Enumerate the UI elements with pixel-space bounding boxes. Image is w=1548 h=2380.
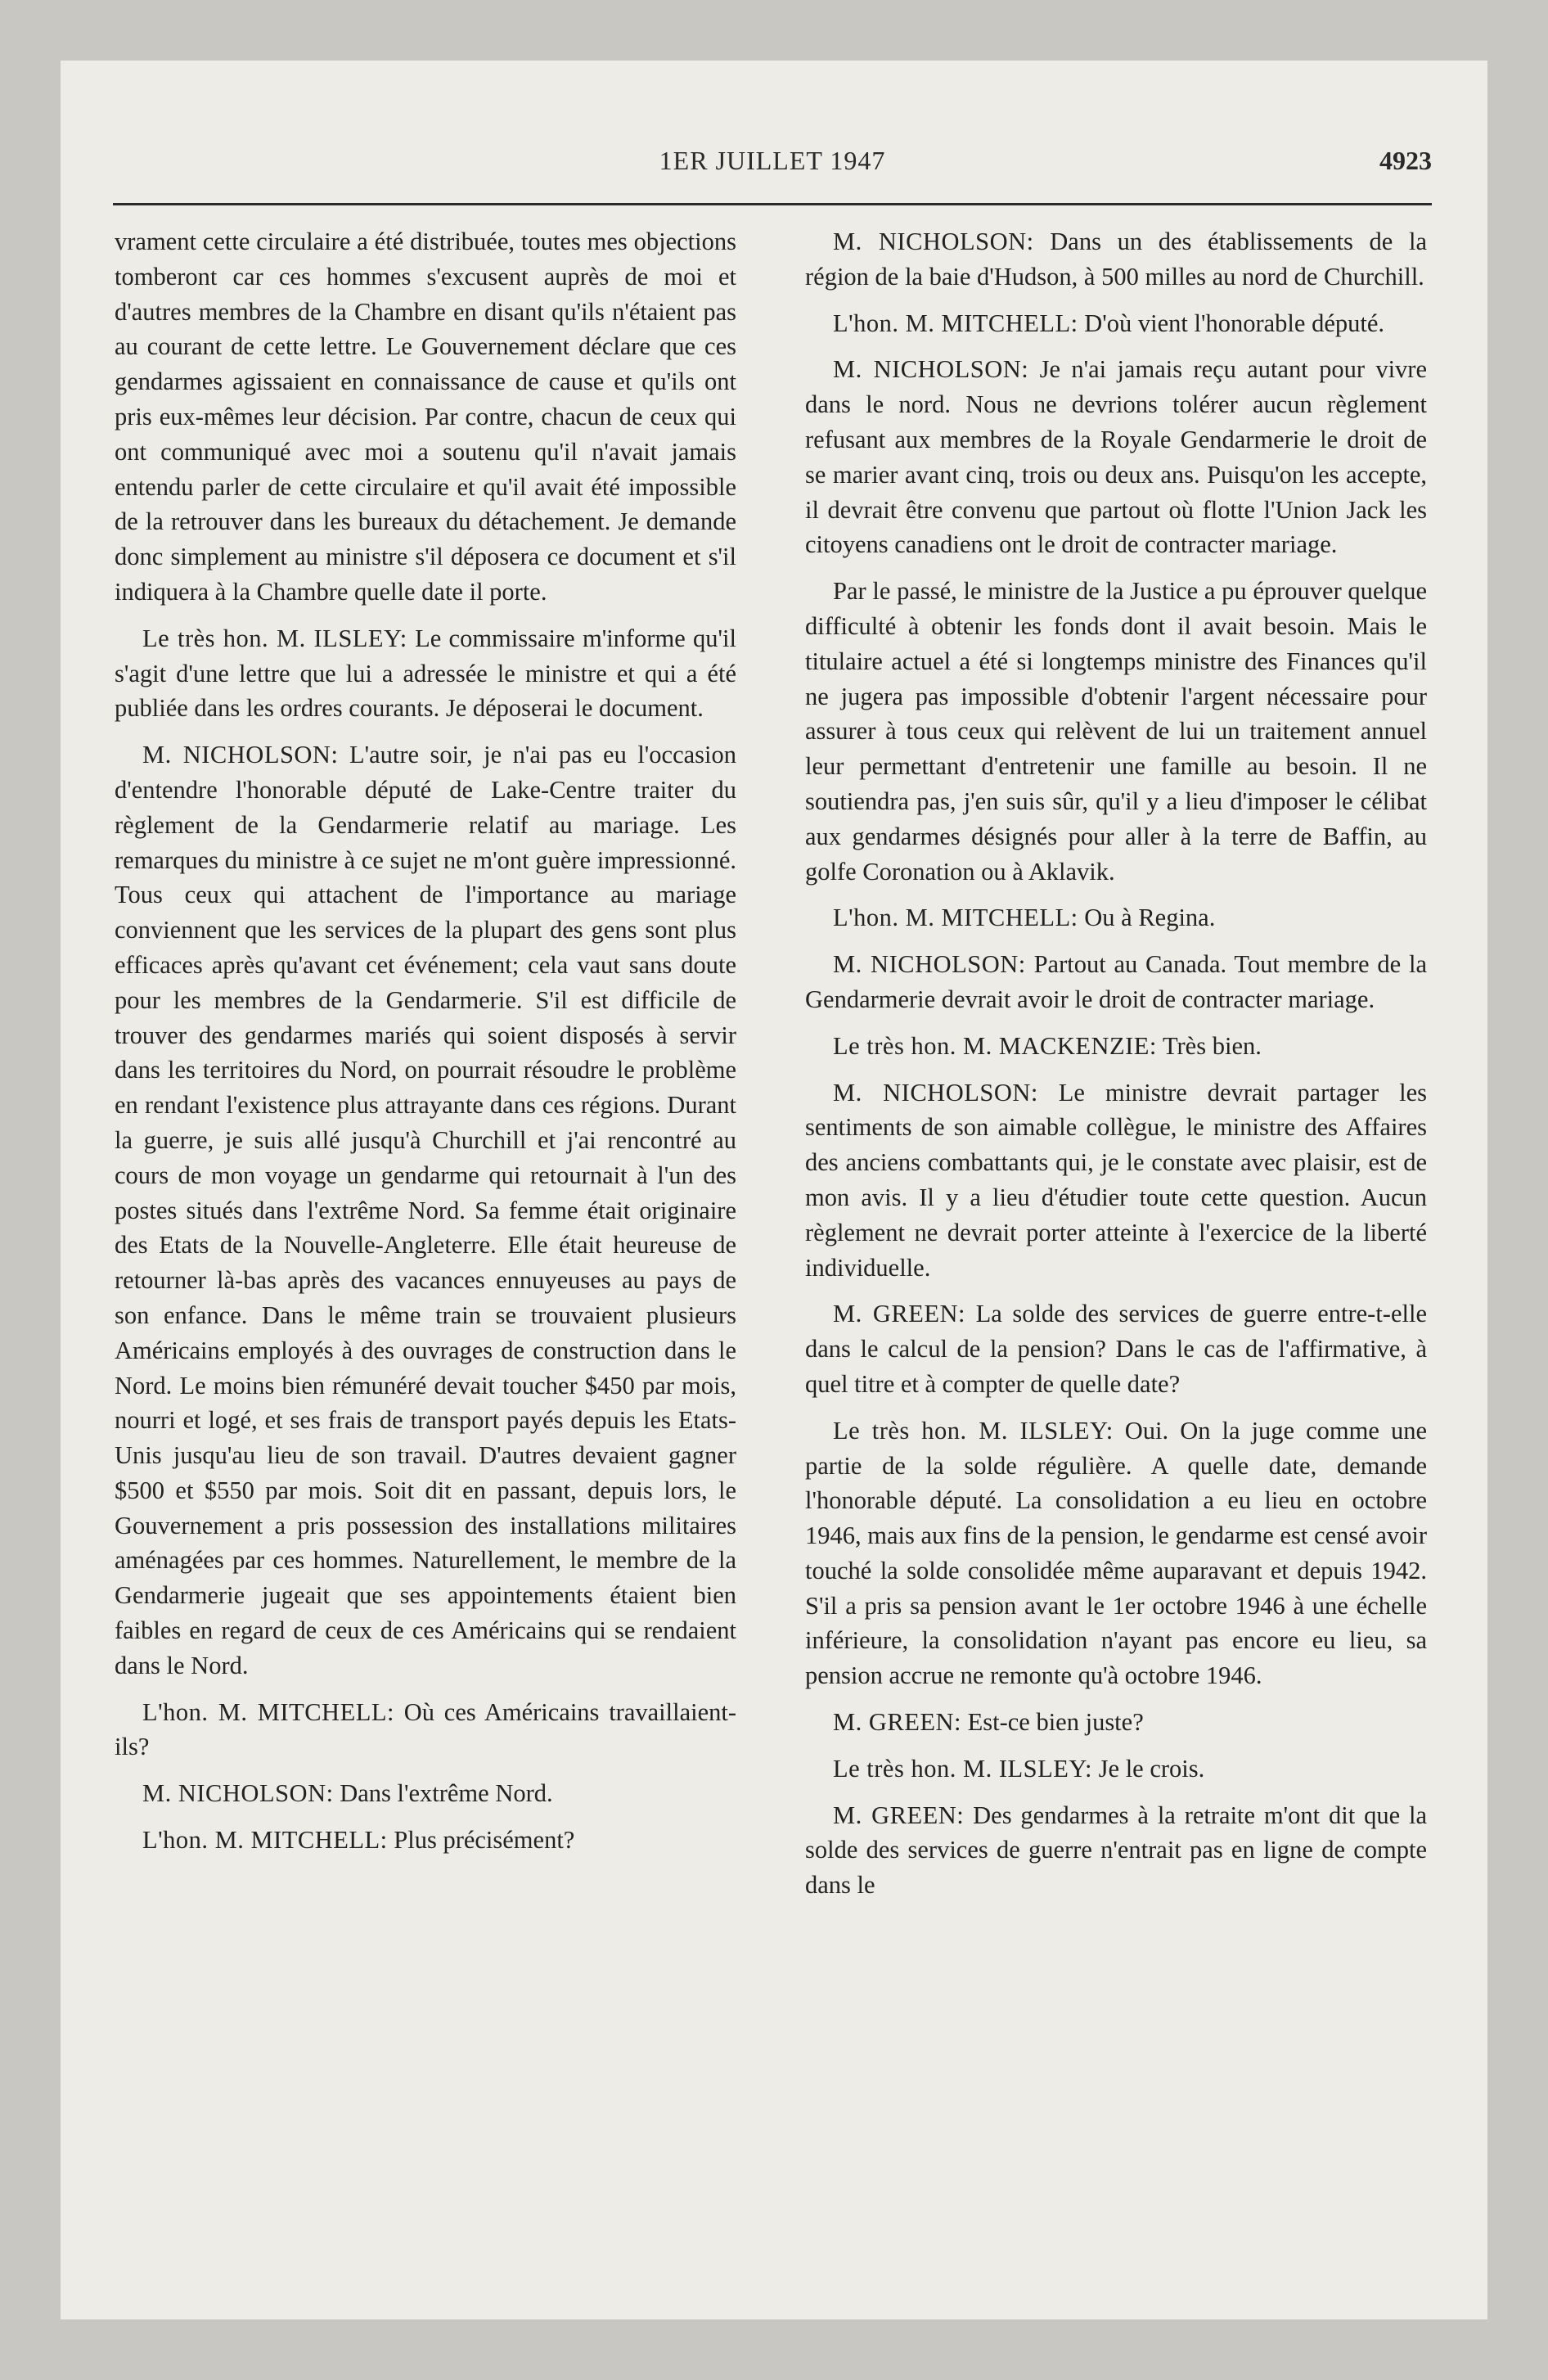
running-head-date: 1ER JUILLET 1947 [659, 146, 886, 175]
right-column [805, 224, 1427, 1914]
paragraph [805, 1705, 1427, 1740]
paragraph-text: Par le passé, le ministre de la Justice a pu éprouver quelque difficulté à obtenir les fonds dont il avait besoin. Mais le titulaire actuel a été si longtemps ministre des Finances qu'il ne jugera pas impossible d'obtenir l'argent nécessaire pour assurer à tous ceux qui relèvent de lui un traitement annuel leur permettant d'entretenir une famille au besoin. Il ne soutiendra pas, j'en suis sûr, qu'il y a lieu d'imposer le célibat aux gendarmes désignés pour aller à la terre de Baffin, au golfe Coronation ou à Aklavik. [805, 577, 1427, 886]
paragraph [805, 947, 1427, 1017]
page-header [113, 146, 1432, 205]
paragraph [805, 1296, 1427, 1401]
speaker-label: Le très hon. M. ILSLEY: [142, 624, 407, 652]
paragraph [115, 1823, 736, 1858]
paragraph-text: Oui. On la juge comme une partie de la solde régulière. A quelle date, demande l'honorable député. La consolidation a eu lieu en octobre 1946, mais aux fins de la pension, le gendarme est censé avoir touché la solde consolidée même auparavant et depuis 1942. S'il a pris sa pension avant le 1er octobre 1946 à une échelle inférieure, la consolidation n'ayant pas encore eu lieu, sa pension accrue ne remonte qu'à octobre 1946. [805, 1416, 1427, 1690]
paragraph-text: vrament cette circulaire a été distribuée, toutes mes objections tomberont car ces hommes s'excusent auprès de moi et d'autres membres de la Chambre en disant qu'ils n'étaient pas au courant de cette lettre. Le Gouvernement déclare que ces gendarmes agissaient en connaissance de cause et qu'ils ont pris eux-mêmes leur décision. Par contre, chacun de ceux qui ont communiqué avec moi a soutenu qu'il n'avait jamais entendu parler de cette circulaire et qu'il avait été impossible de la retrouver dans les bureaux du détachement. Je demande donc simplement au ministre s'il déposera ce document et s'il indiquera à la Chambre quelle date il porte. [115, 228, 736, 606]
paragraph-text: Je n'ai jamais reçu autant pour vivre dans le nord. Nous ne devrions tolérer aucun règlement refusant aux membres de la Royale Gendarmerie le droit de se marier avant cinq, trois ou deux ans. Puisqu'on les accepte, il devrait être convenu que partout où flotte l'Union Jack les citoyens canadiens ont le droit de contracter mariage. [805, 355, 1427, 559]
speaker-label: L'hon. M. MITCHELL: [142, 1697, 394, 1726]
speaker-label: M. NICHOLSON: [833, 950, 1026, 979]
document-page [61, 61, 1487, 2319]
speaker-label: Le très hon. M. ILSLEY: [833, 1416, 1114, 1445]
speaker-label: Le très hon. M. MACKENZIE: [833, 1031, 1157, 1060]
paragraph-text: Ou à Regina. [1084, 904, 1216, 932]
speaker-label: L'hon. M. MITCHELL: [142, 1826, 388, 1855]
paragraph [805, 1029, 1427, 1064]
paragraph-text: Où ces Américains travaillaient-ils? [115, 1697, 736, 1761]
paragraph-text: Partout au Canada. Tout membre de la Gendarmerie devrait avoir le droit de contracter mariage. [805, 950, 1428, 1013]
speaker-label: M. GREEN: [833, 1708, 961, 1737]
paragraph-text: Le ministre devrait partager les sentiments de son aimable collègue, le ministre des Affaires des anciens combattants qui, je le constate avec plaisir, est de mon avis. Il y a lieu d'étudier toute cette question. Aucun règlement ne devrait porter atteinte à l'exercice de la liberté individuelle. [805, 1078, 1428, 1282]
speaker-label: M. NICHOLSON: [833, 1078, 1038, 1107]
page-number: 4923 [1379, 146, 1432, 175]
paragraph [805, 352, 1427, 562]
paragraph [805, 306, 1427, 341]
paragraph-text: D'où vient l'honorable député. [1084, 309, 1384, 337]
paragraph [805, 1751, 1427, 1787]
paragraph-text: Le commissaire m'informe qu'il s'agit d'une lettre que lui a adressée le ministre et qui a été publiée dans les ordres courants. Je déposerai le document. [115, 624, 736, 723]
paragraph-text: Plus précisément? [394, 1826, 575, 1855]
paragraph [115, 1695, 736, 1765]
speaker-label: M. NICHOLSON: [833, 228, 1034, 255]
paragraph [115, 224, 736, 610]
paragraph-text: Très bien. [1162, 1031, 1262, 1060]
paragraph [805, 224, 1427, 295]
speaker-label: Le très hon. M. ILSLEY: [833, 1754, 1093, 1783]
left-column [115, 224, 736, 1869]
speaker-label: M. GREEN: [833, 1300, 965, 1328]
speaker-label: M. NICHOLSON: [142, 1779, 334, 1808]
paragraph-text: Je le crois. [1098, 1754, 1205, 1783]
paragraph [805, 574, 1427, 889]
paragraph [115, 1776, 736, 1811]
paragraph [805, 1075, 1427, 1286]
paragraph-text: L'autre soir, je n'ai pas eu l'occasion d'entendre l'honorable député de Lake-Centre traiter du règlement de la Gendarmerie relatif au mariage. Les remarques du ministre à ce sujet ne m'ont guère impressionné. Tous ceux qui attachent de l'importance au mariage conviennent que les services de la plupart des gens sont plus efficaces après qu'avant cet événement; cela vaut sans doute pour les membres de la Gendarmerie. S'il est difficile de trouver des gendarmes mariés qui soient disposés à servir dans les territoires du Nord, on pourrait résoudre le problème en rendant l'existence plus attrayante dans ces régions. Durant la guerre, je suis allé jusqu'à Churchill et j'ai rencontré au cours de mon voyage un gendarme qui retournait à l'un des postes situés dans l'extrême Nord. Sa femme était originaire des Etats de la Nouvelle-Angleterre. Elle était heureuse de retourner là-bas après des vacances ennuyeuses au pays de son enfance. Dans le même train se trouvaient plusieurs Américains employés à des ouvrages de construction dans le Nord. Le moins bien rémunéré devait toucher $450 par mois, nourri et logé, et ses frais de transport payés depuis les Etats-Unis jusqu'au lieu de son travail. D'autres devaient gagner $500 et $550 par mois. Soit dit en passant, depuis lors, le Gouvernement a pris possession des installations militaires aménagées par ces hommes. Naturellement, le membre de la Gendarmerie jugeait que ses appointements étaient bien faibles en regard de ceux de ces Américains qui se rendaient dans le Nord. [115, 741, 737, 1679]
paragraph [115, 621, 736, 726]
paragraph [805, 900, 1427, 935]
paragraph-text: Est-ce bien juste? [967, 1708, 1144, 1737]
paragraph-text: Dans un des établissements de la région de la baie d'Hudson, à 500 milles au nord de Churchill. [805, 228, 1428, 291]
speaker-label: L'hon. M. MITCHELL: [833, 309, 1078, 337]
paragraph-text: Des gendarmes à la retraite m'ont dit que la solde des services de guerre n'entrait pas en ligne de compte dans le [805, 1801, 1427, 1900]
paragraph [805, 1798, 1427, 1903]
paragraph [115, 737, 736, 1684]
paragraph-text: Dans l'extrême Nord. [340, 1779, 553, 1808]
speaker-label: L'hon. M. MITCHELL: [833, 904, 1078, 932]
paragraph [805, 1413, 1427, 1693]
speaker-label: M. NICHOLSON: [142, 741, 339, 769]
paragraph-text: La solde des services de guerre entre-t-elle dans le calcul de la pension? Dans le cas de l'affirmative, à quel titre et à compter de quelle date? [805, 1300, 1427, 1398]
speaker-label: M. NICHOLSON: [833, 355, 1029, 384]
speaker-label: M. GREEN: [833, 1801, 965, 1829]
